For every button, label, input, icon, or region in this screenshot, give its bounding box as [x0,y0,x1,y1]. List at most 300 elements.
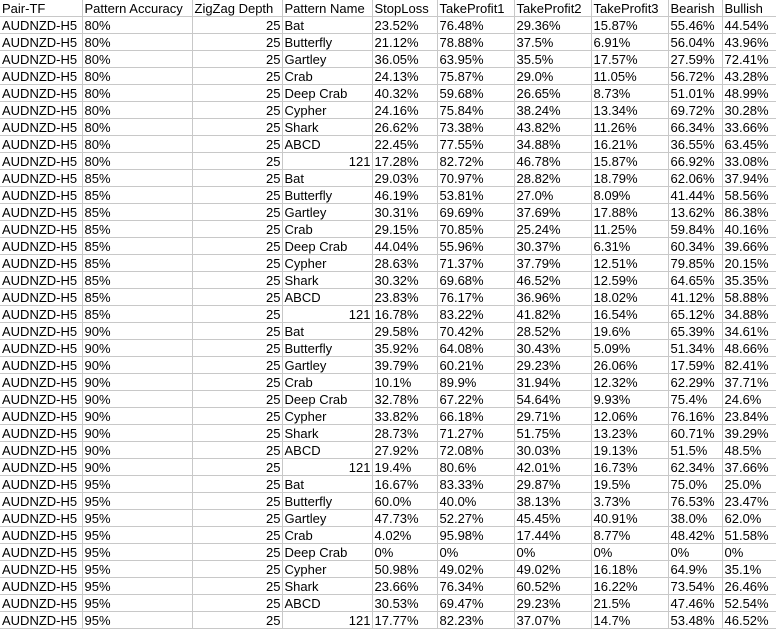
cell-pair-tf[interactable]: AUDNZD-H5 [0,170,82,187]
cell-takeprofit3[interactable]: 26.06% [591,357,668,374]
cell-bearish[interactable]: 17.59% [668,357,722,374]
cell-pattern-accuracy[interactable]: 85% [82,306,192,323]
cell-zigzag-depth[interactable]: 25 [192,561,282,578]
cell-bullish[interactable]: 34.88% [722,306,776,323]
cell-bullish[interactable]: 37.71% [722,374,776,391]
cell-pattern-accuracy[interactable]: 95% [82,476,192,493]
cell-stoploss[interactable]: 44.04% [372,238,437,255]
cell-pair-tf[interactable]: AUDNZD-H5 [0,459,82,476]
cell-takeprofit3[interactable]: 6.91% [591,34,668,51]
cell-pattern-name[interactable]: 121 [282,153,372,170]
cell-stoploss[interactable]: 46.19% [372,187,437,204]
cell-takeprofit3[interactable]: 9.93% [591,391,668,408]
cell-pair-tf[interactable]: AUDNZD-H5 [0,578,82,595]
cell-pattern-accuracy[interactable]: 85% [82,255,192,272]
cell-zigzag-depth[interactable]: 25 [192,476,282,493]
cell-bearish[interactable]: 51.01% [668,85,722,102]
cell-takeprofit2[interactable]: 25.24% [514,221,591,238]
header-cell-pattern-name[interactable]: Pattern Name [282,0,372,17]
cell-bearish[interactable]: 41.12% [668,289,722,306]
cell-takeprofit2[interactable]: 36.96% [514,289,591,306]
cell-pair-tf[interactable]: AUDNZD-H5 [0,561,82,578]
cell-pattern-name[interactable]: Bat [282,170,372,187]
cell-zigzag-depth[interactable]: 25 [192,187,282,204]
cell-pattern-name[interactable]: Butterfly [282,187,372,204]
cell-takeprofit2[interactable]: 29.36% [514,17,591,34]
cell-zigzag-depth[interactable]: 25 [192,510,282,527]
cell-bearish[interactable]: 56.04% [668,34,722,51]
cell-bearish[interactable]: 56.72% [668,68,722,85]
cell-takeprofit3[interactable]: 16.22% [591,578,668,595]
cell-zigzag-depth[interactable]: 25 [192,459,282,476]
cell-bearish[interactable]: 48.42% [668,527,722,544]
cell-takeprofit1[interactable]: 67.22% [437,391,514,408]
cell-pair-tf[interactable]: AUDNZD-H5 [0,136,82,153]
cell-stoploss[interactable]: 21.12% [372,34,437,51]
cell-bullish[interactable]: 82.41% [722,357,776,374]
header-cell-stoploss[interactable]: StopLoss [372,0,437,17]
cell-stoploss[interactable]: 17.28% [372,153,437,170]
cell-zigzag-depth[interactable]: 25 [192,272,282,289]
cell-bullish[interactable]: 0% [722,544,776,561]
cell-pattern-accuracy[interactable]: 95% [82,510,192,527]
cell-takeprofit1[interactable]: 76.34% [437,578,514,595]
cell-pattern-name[interactable]: Cypher [282,102,372,119]
cell-pair-tf[interactable]: AUDNZD-H5 [0,544,82,561]
cell-bullish[interactable]: 44.54% [722,17,776,34]
cell-bearish[interactable]: 38.0% [668,510,722,527]
cell-bullish[interactable]: 24.6% [722,391,776,408]
cell-pair-tf[interactable]: AUDNZD-H5 [0,391,82,408]
cell-bullish[interactable]: 48.66% [722,340,776,357]
cell-takeprofit2[interactable]: 29.23% [514,357,591,374]
cell-takeprofit2[interactable]: 45.45% [514,510,591,527]
cell-pair-tf[interactable]: AUDNZD-H5 [0,442,82,459]
cell-takeprofit3[interactable]: 12.32% [591,374,668,391]
cell-stoploss[interactable]: 4.02% [372,527,437,544]
cell-pattern-name[interactable]: Deep Crab [282,85,372,102]
cell-bullish[interactable]: 37.94% [722,170,776,187]
cell-takeprofit2[interactable]: 30.43% [514,340,591,357]
cell-bearish[interactable]: 36.55% [668,136,722,153]
cell-takeprofit3[interactable]: 21.5% [591,595,668,612]
cell-takeprofit3[interactable]: 15.87% [591,17,668,34]
cell-bullish[interactable]: 39.29% [722,425,776,442]
cell-bullish[interactable]: 40.16% [722,221,776,238]
header-cell-pair-tf[interactable]: Pair-TF [0,0,82,17]
cell-pattern-name[interactable]: Butterfly [282,340,372,357]
cell-pair-tf[interactable]: AUDNZD-H5 [0,17,82,34]
cell-pattern-accuracy[interactable]: 95% [82,578,192,595]
cell-pattern-accuracy[interactable]: 80% [82,51,192,68]
cell-pattern-accuracy[interactable]: 95% [82,612,192,629]
cell-pattern-accuracy[interactable]: 90% [82,459,192,476]
cell-takeprofit1[interactable]: 70.42% [437,323,514,340]
cell-bullish[interactable]: 33.66% [722,119,776,136]
cell-pattern-name[interactable]: ABCD [282,136,372,153]
cell-stoploss[interactable]: 35.92% [372,340,437,357]
cell-takeprofit2[interactable]: 26.65% [514,85,591,102]
cell-bearish[interactable]: 79.85% [668,255,722,272]
cell-stoploss[interactable]: 28.63% [372,255,437,272]
cell-bullish[interactable]: 35.1% [722,561,776,578]
cell-takeprofit2[interactable]: 37.07% [514,612,591,629]
cell-stoploss[interactable]: 19.4% [372,459,437,476]
cell-bearish[interactable]: 62.06% [668,170,722,187]
cell-bullish[interactable]: 35.35% [722,272,776,289]
cell-bullish[interactable]: 51.58% [722,527,776,544]
cell-stoploss[interactable]: 30.53% [372,595,437,612]
cell-bearish[interactable]: 75.0% [668,476,722,493]
cell-bearish[interactable]: 27.59% [668,51,722,68]
cell-stoploss[interactable]: 10.1% [372,374,437,391]
cell-takeprofit3[interactable]: 11.26% [591,119,668,136]
cell-takeprofit3[interactable]: 12.51% [591,255,668,272]
cell-zigzag-depth[interactable]: 25 [192,68,282,85]
cell-takeprofit3[interactable]: 16.54% [591,306,668,323]
cell-takeprofit2[interactable]: 31.94% [514,374,591,391]
cell-bearish[interactable]: 73.54% [668,578,722,595]
cell-zigzag-depth[interactable]: 25 [192,493,282,510]
cell-takeprofit1[interactable]: 76.17% [437,289,514,306]
cell-takeprofit1[interactable]: 83.33% [437,476,514,493]
cell-bullish[interactable]: 63.45% [722,136,776,153]
cell-bearish[interactable]: 47.46% [668,595,722,612]
cell-bearish[interactable]: 65.12% [668,306,722,323]
cell-bullish[interactable]: 33.08% [722,153,776,170]
cell-takeprofit1[interactable]: 40.0% [437,493,514,510]
cell-takeprofit2[interactable]: 37.79% [514,255,591,272]
cell-stoploss[interactable]: 24.16% [372,102,437,119]
cell-pattern-accuracy[interactable]: 85% [82,204,192,221]
cell-pair-tf[interactable]: AUDNZD-H5 [0,119,82,136]
cell-takeprofit3[interactable]: 8.73% [591,85,668,102]
cell-takeprofit2[interactable]: 60.52% [514,578,591,595]
cell-pair-tf[interactable]: AUDNZD-H5 [0,187,82,204]
cell-pattern-name[interactable]: Crab [282,68,372,85]
cell-bullish[interactable]: 58.56% [722,187,776,204]
cell-bullish[interactable]: 48.5% [722,442,776,459]
cell-stoploss[interactable]: 30.31% [372,204,437,221]
cell-zigzag-depth[interactable]: 25 [192,544,282,561]
cell-takeprofit2[interactable]: 37.69% [514,204,591,221]
cell-bearish[interactable]: 51.5% [668,442,722,459]
cell-bearish[interactable]: 53.48% [668,612,722,629]
cell-zigzag-depth[interactable]: 25 [192,204,282,221]
cell-stoploss[interactable]: 29.58% [372,323,437,340]
cell-stoploss[interactable]: 50.98% [372,561,437,578]
cell-takeprofit1[interactable]: 95.98% [437,527,514,544]
cell-bearish[interactable]: 0% [668,544,722,561]
cell-takeprofit1[interactable]: 75.84% [437,102,514,119]
cell-zigzag-depth[interactable]: 25 [192,323,282,340]
cell-pattern-accuracy[interactable]: 85% [82,272,192,289]
cell-bearish[interactable]: 76.53% [668,493,722,510]
cell-pair-tf[interactable]: AUDNZD-H5 [0,374,82,391]
cell-stoploss[interactable]: 29.03% [372,170,437,187]
cell-pattern-accuracy[interactable]: 90% [82,374,192,391]
cell-takeprofit2[interactable]: 46.52% [514,272,591,289]
cell-pattern-name[interactable]: Gartley [282,51,372,68]
cell-takeprofit1[interactable]: 82.23% [437,612,514,629]
cell-pattern-accuracy[interactable]: 80% [82,68,192,85]
cell-pair-tf[interactable]: AUDNZD-H5 [0,527,82,544]
cell-bullish[interactable]: 25.0% [722,476,776,493]
cell-bullish[interactable]: 62.0% [722,510,776,527]
cell-takeprofit3[interactable]: 5.09% [591,340,668,357]
cell-pattern-accuracy[interactable]: 80% [82,17,192,34]
cell-takeprofit1[interactable]: 69.69% [437,204,514,221]
header-cell-pattern-accuracy[interactable]: Pattern Accuracy [82,0,192,17]
cell-pair-tf[interactable]: AUDNZD-H5 [0,102,82,119]
cell-takeprofit3[interactable]: 16.73% [591,459,668,476]
cell-bearish[interactable]: 55.46% [668,17,722,34]
cell-takeprofit1[interactable]: 64.08% [437,340,514,357]
cell-stoploss[interactable]: 47.73% [372,510,437,527]
cell-takeprofit3[interactable]: 15.87% [591,153,668,170]
cell-takeprofit2[interactable]: 37.5% [514,34,591,51]
cell-pattern-name[interactable]: ABCD [282,595,372,612]
cell-pair-tf[interactable]: AUDNZD-H5 [0,476,82,493]
cell-takeprofit1[interactable]: 69.68% [437,272,514,289]
cell-pattern-accuracy[interactable]: 90% [82,357,192,374]
cell-pattern-name[interactable]: 121 [282,306,372,323]
cell-bullish[interactable]: 48.99% [722,85,776,102]
cell-takeprofit2[interactable]: 35.5% [514,51,591,68]
cell-pattern-name[interactable]: 121 [282,459,372,476]
cell-takeprofit1[interactable]: 69.47% [437,595,514,612]
cell-takeprofit2[interactable]: 28.82% [514,170,591,187]
cell-pair-tf[interactable]: AUDNZD-H5 [0,323,82,340]
cell-bullish[interactable]: 20.15% [722,255,776,272]
cell-takeprofit1[interactable]: 77.55% [437,136,514,153]
cell-stoploss[interactable]: 24.13% [372,68,437,85]
cell-zigzag-depth[interactable]: 25 [192,17,282,34]
cell-takeprofit3[interactable]: 0% [591,544,668,561]
cell-pattern-accuracy[interactable]: 85% [82,289,192,306]
cell-pair-tf[interactable]: AUDNZD-H5 [0,153,82,170]
cell-stoploss[interactable]: 30.32% [372,272,437,289]
cell-takeprofit1[interactable]: 71.37% [437,255,514,272]
cell-takeprofit2[interactable]: 29.87% [514,476,591,493]
cell-stoploss[interactable]: 39.79% [372,357,437,374]
cell-takeprofit3[interactable]: 19.5% [591,476,668,493]
cell-zigzag-depth[interactable]: 25 [192,85,282,102]
cell-takeprofit1[interactable]: 66.18% [437,408,514,425]
cell-pair-tf[interactable]: AUDNZD-H5 [0,493,82,510]
cell-pattern-name[interactable]: Deep Crab [282,391,372,408]
cell-takeprofit2[interactable]: 17.44% [514,527,591,544]
cell-pattern-accuracy[interactable]: 80% [82,136,192,153]
cell-zigzag-depth[interactable]: 25 [192,595,282,612]
cell-bullish[interactable]: 26.46% [722,578,776,595]
cell-zigzag-depth[interactable]: 25 [192,170,282,187]
cell-pattern-accuracy[interactable]: 95% [82,544,192,561]
cell-zigzag-depth[interactable]: 25 [192,119,282,136]
cell-bearish[interactable]: 41.44% [668,187,722,204]
cell-takeprofit2[interactable]: 34.88% [514,136,591,153]
cell-bullish[interactable]: 52.54% [722,595,776,612]
cell-takeprofit1[interactable]: 60.21% [437,357,514,374]
cell-stoploss[interactable]: 26.62% [372,119,437,136]
cell-zigzag-depth[interactable]: 25 [192,578,282,595]
cell-takeprofit2[interactable]: 49.02% [514,561,591,578]
cell-takeprofit2[interactable]: 29.71% [514,408,591,425]
cell-pattern-name[interactable]: Deep Crab [282,238,372,255]
cell-zigzag-depth[interactable]: 25 [192,612,282,629]
cell-takeprofit1[interactable]: 75.87% [437,68,514,85]
cell-pattern-accuracy[interactable]: 85% [82,187,192,204]
cell-bullish[interactable]: 37.66% [722,459,776,476]
cell-pattern-name[interactable]: Bat [282,17,372,34]
cell-pair-tf[interactable]: AUDNZD-H5 [0,612,82,629]
cell-pair-tf[interactable]: AUDNZD-H5 [0,408,82,425]
cell-takeprofit1[interactable]: 78.88% [437,34,514,51]
cell-pattern-name[interactable]: Shark [282,119,372,136]
cell-takeprofit2[interactable]: 30.03% [514,442,591,459]
cell-takeprofit3[interactable]: 18.79% [591,170,668,187]
cell-pattern-name[interactable]: Gartley [282,204,372,221]
cell-pattern-name[interactable]: Shark [282,272,372,289]
cell-bearish[interactable]: 62.29% [668,374,722,391]
cell-pattern-accuracy[interactable]: 80% [82,85,192,102]
cell-pattern-accuracy[interactable]: 90% [82,408,192,425]
cell-zigzag-depth[interactable]: 25 [192,357,282,374]
header-cell-bullish[interactable]: Bullish [722,0,776,17]
cell-stoploss[interactable]: 40.32% [372,85,437,102]
cell-takeprofit3[interactable]: 16.21% [591,136,668,153]
cell-pattern-name[interactable]: Cypher [282,255,372,272]
cell-takeprofit1[interactable]: 71.27% [437,425,514,442]
cell-pair-tf[interactable]: AUDNZD-H5 [0,68,82,85]
cell-takeprofit1[interactable]: 55.96% [437,238,514,255]
cell-bearish[interactable]: 13.62% [668,204,722,221]
cell-pattern-accuracy[interactable]: 90% [82,340,192,357]
cell-zigzag-depth[interactable]: 25 [192,255,282,272]
cell-pattern-name[interactable]: Crab [282,527,372,544]
cell-takeprofit3[interactable]: 12.59% [591,272,668,289]
cell-takeprofit1[interactable]: 73.38% [437,119,514,136]
cell-zigzag-depth[interactable]: 25 [192,374,282,391]
cell-pattern-accuracy[interactable]: 95% [82,493,192,510]
cell-takeprofit1[interactable]: 89.9% [437,374,514,391]
cell-zigzag-depth[interactable]: 25 [192,289,282,306]
cell-pattern-name[interactable]: Gartley [282,510,372,527]
cell-takeprofit2[interactable]: 41.82% [514,306,591,323]
cell-pattern-accuracy[interactable]: 85% [82,221,192,238]
cell-takeprofit3[interactable]: 11.25% [591,221,668,238]
cell-zigzag-depth[interactable]: 25 [192,442,282,459]
cell-pattern-name[interactable]: Crab [282,374,372,391]
cell-pattern-name[interactable]: Bat [282,476,372,493]
cell-takeprofit2[interactable]: 46.78% [514,153,591,170]
cell-takeprofit1[interactable]: 59.68% [437,85,514,102]
cell-pattern-name[interactable]: Deep Crab [282,544,372,561]
cell-zigzag-depth[interactable]: 25 [192,221,282,238]
cell-takeprofit2[interactable]: 42.01% [514,459,591,476]
cell-pair-tf[interactable]: AUDNZD-H5 [0,510,82,527]
cell-stoploss[interactable]: 23.83% [372,289,437,306]
cell-stoploss[interactable]: 16.78% [372,306,437,323]
cell-pattern-name[interactable]: ABCD [282,442,372,459]
cell-zigzag-depth[interactable]: 25 [192,136,282,153]
cell-bullish[interactable]: 23.84% [722,408,776,425]
cell-takeprofit2[interactable]: 28.52% [514,323,591,340]
cell-bearish[interactable]: 59.84% [668,221,722,238]
cell-pair-tf[interactable]: AUDNZD-H5 [0,272,82,289]
cell-takeprofit1[interactable]: 53.81% [437,187,514,204]
cell-takeprofit1[interactable]: 52.27% [437,510,514,527]
header-cell-zigzag-depth[interactable]: ZigZag Depth [192,0,282,17]
cell-takeprofit1[interactable]: 76.48% [437,17,514,34]
cell-pair-tf[interactable]: AUDNZD-H5 [0,204,82,221]
cell-bearish[interactable]: 60.71% [668,425,722,442]
cell-takeprofit2[interactable]: 29.23% [514,595,591,612]
cell-stoploss[interactable]: 23.52% [372,17,437,34]
cell-pair-tf[interactable]: AUDNZD-H5 [0,238,82,255]
cell-pair-tf[interactable]: AUDNZD-H5 [0,306,82,323]
cell-pair-tf[interactable]: AUDNZD-H5 [0,255,82,272]
cell-pattern-name[interactable]: Bat [282,323,372,340]
cell-takeprofit3[interactable]: 12.06% [591,408,668,425]
cell-pattern-accuracy[interactable]: 90% [82,442,192,459]
cell-pattern-accuracy[interactable]: 90% [82,425,192,442]
cell-zigzag-depth[interactable]: 25 [192,391,282,408]
cell-takeprofit3[interactable]: 13.23% [591,425,668,442]
cell-pattern-name[interactable]: Butterfly [282,34,372,51]
cell-pattern-name[interactable]: Shark [282,425,372,442]
cell-bearish[interactable]: 66.34% [668,119,722,136]
cell-pattern-accuracy[interactable]: 80% [82,102,192,119]
cell-pattern-accuracy[interactable]: 85% [82,238,192,255]
cell-bullish[interactable]: 43.96% [722,34,776,51]
cell-pattern-name[interactable]: Cypher [282,408,372,425]
cell-takeprofit2[interactable]: 51.75% [514,425,591,442]
cell-pattern-accuracy[interactable]: 85% [82,170,192,187]
cell-bearish[interactable]: 76.16% [668,408,722,425]
cell-takeprofit1[interactable]: 63.95% [437,51,514,68]
cell-takeprofit2[interactable]: 29.0% [514,68,591,85]
cell-takeprofit3[interactable]: 13.34% [591,102,668,119]
cell-stoploss[interactable]: 32.78% [372,391,437,408]
cell-pair-tf[interactable]: AUDNZD-H5 [0,595,82,612]
header-cell-takeprofit2[interactable]: TakeProfit2 [514,0,591,17]
cell-takeprofit3[interactable]: 18.02% [591,289,668,306]
cell-stoploss[interactable]: 36.05% [372,51,437,68]
cell-bearish[interactable]: 51.34% [668,340,722,357]
cell-takeprofit1[interactable]: 0% [437,544,514,561]
cell-stoploss[interactable]: 33.82% [372,408,437,425]
cell-stoploss[interactable]: 16.67% [372,476,437,493]
cell-takeprofit1[interactable]: 82.72% [437,153,514,170]
cell-takeprofit3[interactable]: 3.73% [591,493,668,510]
header-cell-takeprofit3[interactable]: TakeProfit3 [591,0,668,17]
cell-pair-tf[interactable]: AUDNZD-H5 [0,425,82,442]
cell-pair-tf[interactable]: AUDNZD-H5 [0,85,82,102]
cell-takeprofit3[interactable]: 40.91% [591,510,668,527]
cell-pattern-accuracy[interactable]: 80% [82,119,192,136]
cell-bearish[interactable]: 64.65% [668,272,722,289]
cell-stoploss[interactable]: 60.0% [372,493,437,510]
cell-pattern-accuracy[interactable]: 80% [82,153,192,170]
cell-bearish[interactable]: 64.9% [668,561,722,578]
cell-bullish[interactable]: 39.66% [722,238,776,255]
cell-bullish[interactable]: 43.28% [722,68,776,85]
cell-stoploss[interactable]: 0% [372,544,437,561]
header-cell-bearish[interactable]: Bearish [668,0,722,17]
cell-bearish[interactable]: 60.34% [668,238,722,255]
cell-takeprofit3[interactable]: 17.88% [591,204,668,221]
